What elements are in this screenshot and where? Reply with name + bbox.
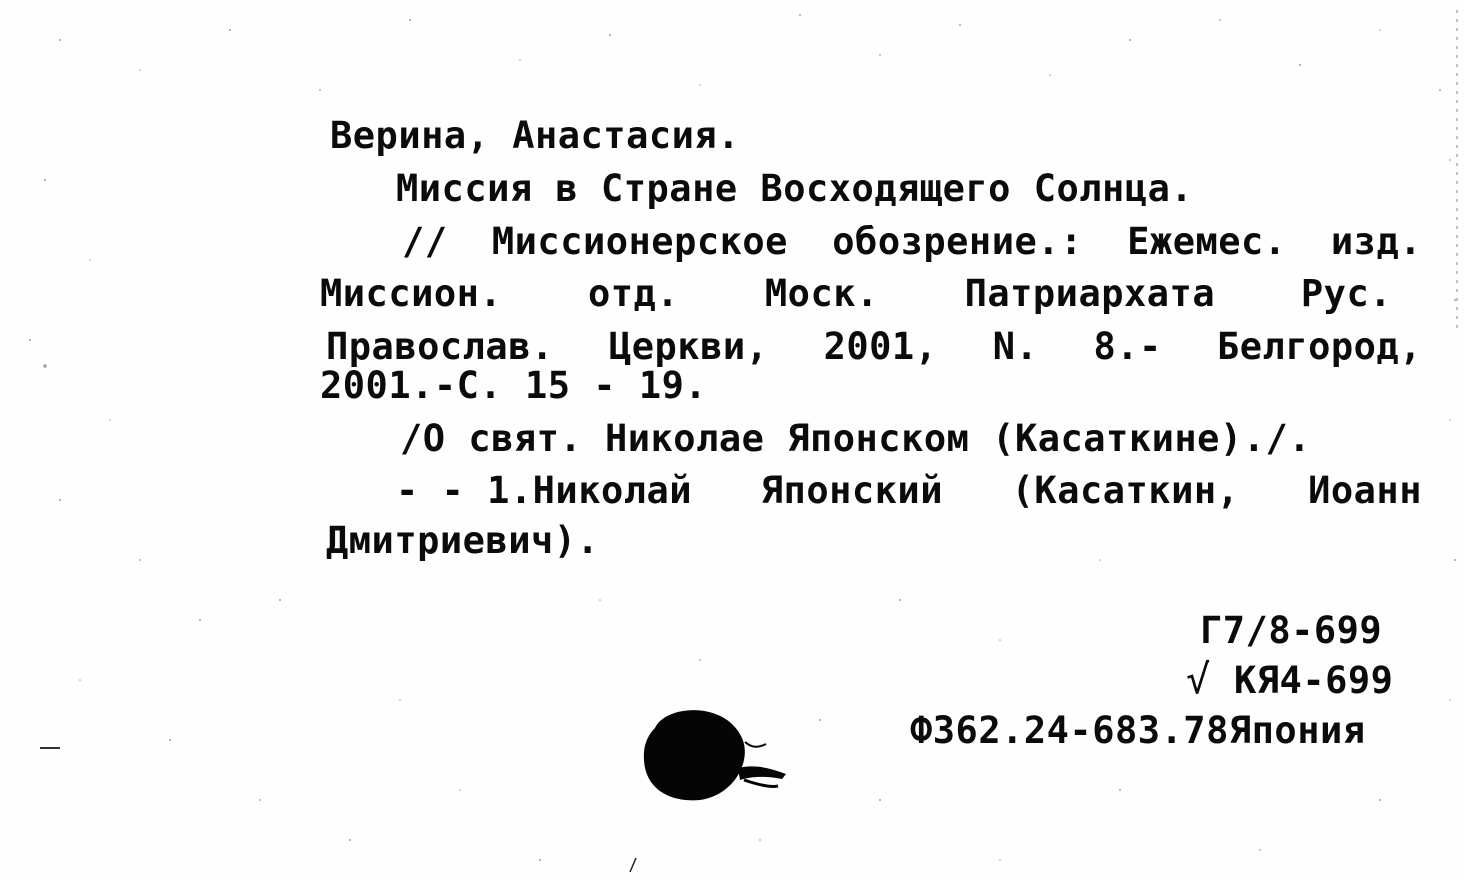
source-word: 2001, bbox=[823, 325, 938, 368]
source-line-3 bbox=[326, 325, 1422, 368]
source-word: Рус. bbox=[1300, 272, 1392, 315]
source-word: // bbox=[402, 220, 448, 263]
source-word: Моск. bbox=[764, 272, 879, 315]
subject-word: Иоанн bbox=[1308, 469, 1422, 512]
source-word: Миссионерское bbox=[491, 220, 788, 263]
title-line: Миссия в Стране Восходящего Солнца. bbox=[396, 167, 1194, 210]
subject-word: (Касаткин, bbox=[1011, 469, 1240, 512]
code-2: КЯ4-699 bbox=[1234, 659, 1394, 702]
source-word: Белгород, bbox=[1217, 325, 1422, 368]
subject-line-1 bbox=[396, 469, 1422, 512]
source-word: изд. bbox=[1330, 220, 1422, 263]
author-heading: Верина, Анастасия. bbox=[330, 114, 740, 157]
subject-word: Японский bbox=[760, 469, 943, 512]
source-word: обозрение.: bbox=[832, 220, 1083, 263]
source-word: 8.- bbox=[1093, 325, 1162, 368]
source-word: Миссион. bbox=[320, 272, 503, 315]
subject-line-2: Дмитриевич). bbox=[326, 519, 600, 562]
source-word: Церкви, bbox=[608, 325, 769, 368]
code-1: Г7/8-699 bbox=[1200, 609, 1383, 652]
source-word: отд. bbox=[588, 272, 680, 315]
code-3: Ф362.24-683.78Япония bbox=[910, 709, 1366, 752]
source-line-2 bbox=[320, 272, 1392, 315]
source-word: Православ. bbox=[326, 325, 554, 368]
source-word: N. bbox=[992, 325, 1039, 368]
subject-word: - - 1.Николай bbox=[396, 469, 693, 512]
annotation-line: /О свят. Николае Японском (Касаткине)./. bbox=[400, 417, 1312, 460]
source-word: Патриархата bbox=[964, 272, 1216, 315]
source-line-4: 2001.-С. 15 - 19. bbox=[320, 364, 708, 407]
source-line-1 bbox=[402, 220, 1422, 263]
check-mark: √ bbox=[1186, 657, 1211, 703]
ink-blot bbox=[644, 710, 745, 800]
source-word: Ежемес. bbox=[1127, 220, 1287, 263]
